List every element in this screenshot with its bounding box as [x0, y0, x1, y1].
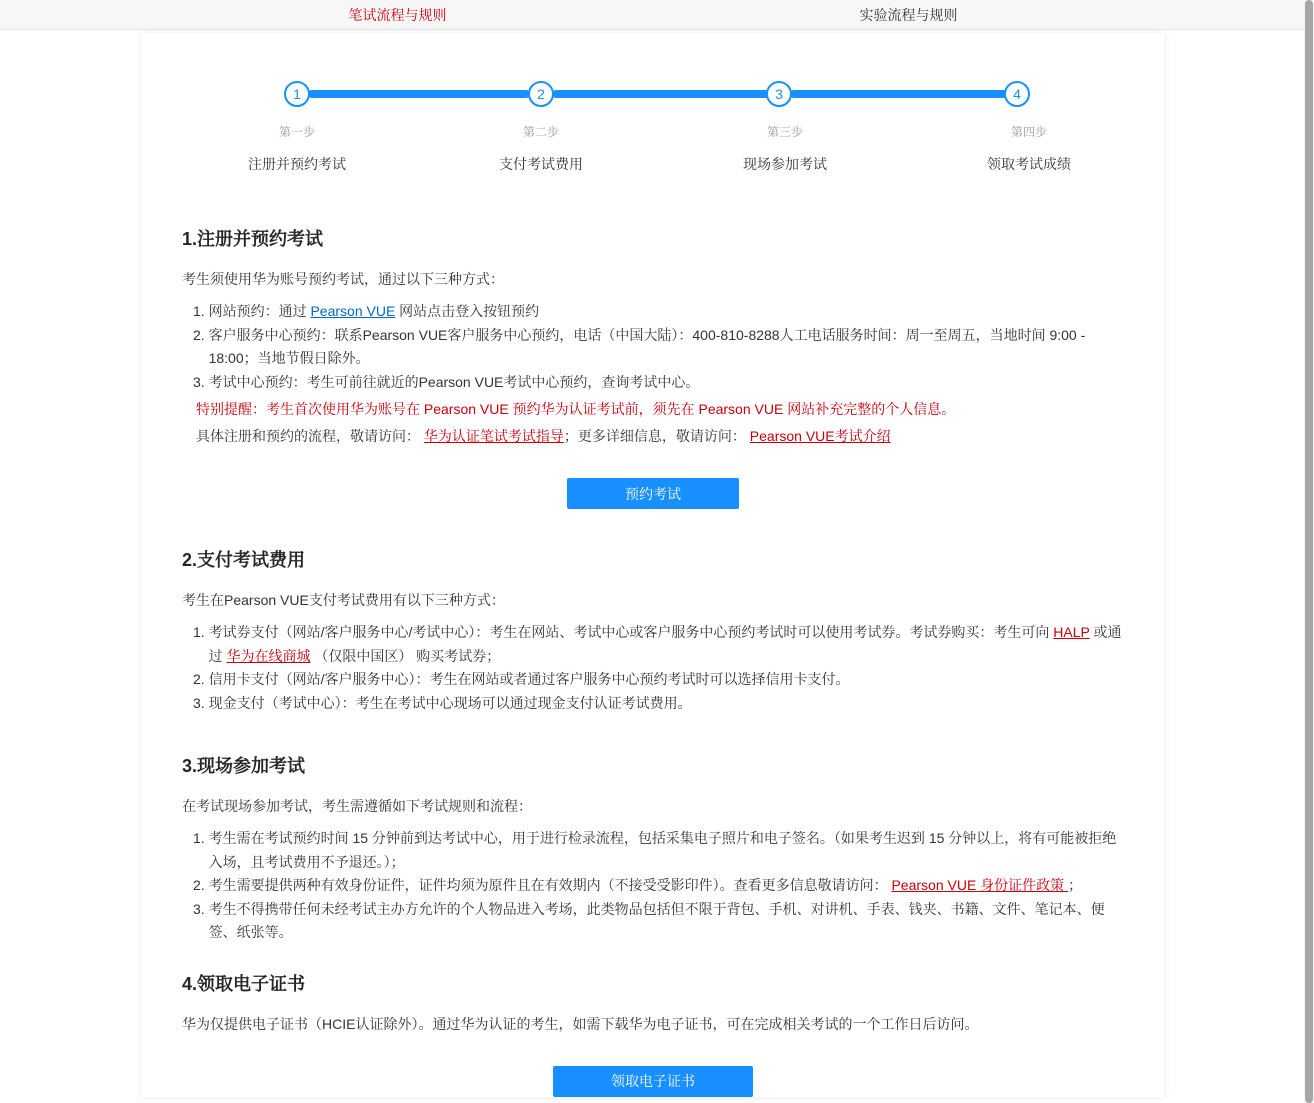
text-segment: （仅限中国区） 购买考试券； — [310, 647, 501, 664]
pearson-vue-link[interactable]: Pearson VUE — [310, 303, 396, 319]
step-label-2: 第二步 — [522, 125, 559, 139]
book-exam-button[interactable]: 预约考试 — [567, 478, 739, 509]
step-circle-4: 4 — [1004, 81, 1030, 107]
step-label-4: 第四步 — [1010, 125, 1047, 139]
text-segment: 考生需要提供两种有效身份证件，证件均须为原件且在有效期内（不接受受影印件）。查看更多信息敬请访问： — [208, 877, 892, 893]
text-segment: 考生需在考试预约时间 15 分钟前到达考试中心，用于进行检录流程，包括采集电子照片和电子签名。（如果考生迟到 15 分钟以上，将有可能被拒绝入场，且考试费用不予退还。）； — [208, 830, 1117, 870]
text-segment: 客户服务中心预约：联系Pearson VUE客户服务中心预约，电话（中国大陆）：400-810-8288人工电话服务时间：周一至周五，当地时间 9:00 - 18:00；当地节假日除外。 — [208, 326, 1086, 366]
list-item-number: 3. — [193, 373, 209, 390]
list-item-text — [209, 898, 1124, 945]
written-exam-guide-link[interactable]: 华为认证笔试考试指导 — [423, 428, 564, 444]
list-item — [182, 874, 1124, 898]
list-item-number: 1. — [193, 624, 209, 640]
tab-lab-exam-rules[interactable]: 实验流程与规则 — [859, 6, 958, 23]
scrollbar-thumb[interactable] — [1305, 0, 1313, 1103]
text-segment: 特别提醒：考生首次使用华为账号在 Pearson VUE 预约华为认证考试前，须先在 Pearson VUE 网站补充完整的个人信息。 — [196, 401, 956, 417]
list-item-number: 2. — [193, 877, 209, 893]
text-segment: 考生不得携带任何未经考试主办方允许的个人物品进入考场，此类物品包括但不限于背包、手机、对讲机、手表、钱夹、书籍、文件、笔记本、便签、纸张等。 — [208, 900, 1105, 940]
text-segment: 考试中心预约：考生可前往就近的Pearson VUE考试中心预约，查询考试中心。 — [208, 373, 700, 390]
list-item-number: 1. — [193, 303, 209, 319]
list-item — [182, 324, 1124, 371]
list-item-number: 2. — [193, 326, 209, 343]
step-label-3: 第三步 — [766, 125, 803, 139]
list-item-text — [209, 371, 1124, 395]
list-item-number: 3. — [193, 694, 209, 711]
step-circle-3: 3 — [766, 81, 792, 107]
step-title-2: 支付考试费用 — [499, 156, 583, 172]
page-scrollbar — [1304, 0, 1314, 1103]
exam-process-stepper — [142, 33, 1164, 174]
step-circle-1: 1 — [284, 81, 310, 107]
pearson-vue-intro-link[interactable]: Pearson VUE考试介绍 — [749, 428, 891, 444]
list-item-text — [209, 874, 1124, 898]
list-item — [182, 668, 1124, 692]
list-item — [182, 692, 1124, 716]
text-segment: ； — [1068, 877, 1083, 893]
special-reminder-note — [182, 398, 1124, 421]
tab-written-exam-rules[interactable]: 笔试流程与规则 — [348, 6, 447, 23]
section-1-heading: 1.注册并预约考试 — [182, 229, 324, 249]
step-circle-2: 2 — [528, 81, 554, 107]
text-segment: ；更多详细信息，敬请访问： — [563, 428, 750, 444]
step-title-1: 注册并预约考试 — [248, 156, 346, 172]
step-label-1: 第一步 — [278, 125, 315, 139]
list-item — [182, 898, 1124, 945]
list-item-text — [209, 324, 1124, 371]
section-1-list — [182, 300, 1124, 394]
section-4-intro: 华为仅提供电子证书（HCIE认证除外）。通过华为认证的考生，如需下载华为电子证书，可在完成相关考试的一个工作日后访问。 — [182, 1015, 979, 1032]
section-4-heading: 4.领取电子证书 — [182, 973, 306, 994]
list-item-number: 3. — [193, 900, 209, 917]
list-item — [182, 300, 1124, 324]
registration-links-note — [182, 425, 1124, 448]
list-item — [182, 371, 1124, 395]
text-segment: 具体注册和预约的流程，敬请访问： — [196, 428, 424, 444]
section-1-intro: 考生须使用华为账号预约考试，通过以下三种方式： — [182, 271, 504, 287]
list-item-text — [209, 692, 1124, 716]
pearson-vue-id-policy-link[interactable]: Pearson VUE 身份证件政策 — [891, 877, 1069, 893]
section-2-heading: 2.支付考试费用 — [182, 550, 306, 570]
section-3-intro: 在考试现场参加考试，考生需遵循如下考试规则和流程： — [182, 798, 532, 814]
list-item-number: 1. — [193, 830, 209, 846]
list-item-number: 2. — [193, 671, 209, 687]
section-2-intro: 考生在Pearson VUE支付考试费用有以下三种方式： — [182, 592, 505, 608]
text-segment: 或通过 — [208, 624, 1122, 664]
get-e-certificate-button[interactable]: 领取电子证书 — [553, 1066, 753, 1097]
section-3-list — [182, 827, 1124, 945]
halp-link[interactable]: HALP — [1053, 624, 1090, 640]
text-segment: 考试券支付（网站/客户服务中心/考试中心）：考生在网站、考试中心或客户服务中心预约考试时可以使用考试券。考试券购买：考生可向 — [208, 624, 1054, 640]
list-item-text — [209, 827, 1124, 874]
step-title-4: 领取考试成绩 — [987, 156, 1071, 172]
list-item-text — [209, 621, 1124, 668]
text-segment: 信用卡支付（网站/客户服务中心）：考生在网站或者通过客户服务中心预约考试时可以选择信用卡支付。 — [208, 671, 850, 687]
huawei-online-store-link[interactable]: 华为在线商城 — [226, 647, 311, 664]
step-title-3: 现场参加考试 — [743, 156, 827, 172]
text-segment: 网站点击登入按钮预约 — [395, 303, 540, 319]
top-tab-bar — [0, 0, 1314, 30]
section-3-heading: 3.现场参加考试 — [182, 756, 306, 776]
text-segment: 现金支付（考试中心）：考生在考试中心现场可以通过现金支付认证考试费用。 — [208, 694, 692, 711]
section-2-list — [182, 621, 1124, 715]
list-item — [182, 827, 1124, 874]
content-card — [142, 33, 1164, 1097]
list-item-text — [209, 300, 1124, 324]
list-item-text — [209, 668, 1124, 692]
list-item — [182, 621, 1124, 668]
text-segment: 网站预约：通过 — [208, 303, 311, 319]
